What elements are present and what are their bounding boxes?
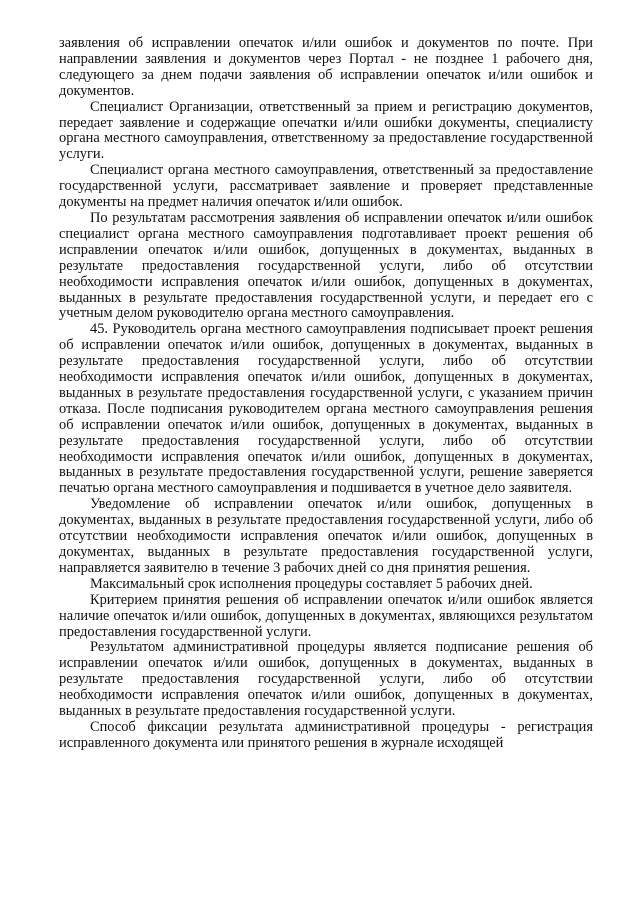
paragraph-2: Специалист Организации, ответственный за прием и регистрацию документов, передает заявление и содержащие опечатки и/или ошибки документы, специалисту органа местного самоуправления, ответственному за предоставление государственной услуги.	[59, 98, 593, 163]
paragraph-4: По результатам рассмотрения заявления об исправлении опечаток и/или ошибок специалист органа местного самоуправления подготавливает проект решения об исправлении опечаток и/или ошибок, допущенных в документах, выданных в результате предоставления государственной услуги, либо об отсутствии необходимости исправления опечаток и/или ошибок, допущенных в документах, выданных в результате предоставления государственной услуги, и передает его с учетным делом руководителю органа местного самоуправления.	[59, 209, 593, 322]
paragraph-10: Способ фиксации результата административной процедуры - регистрация исправленного документа или принятого решения в журнале исходящей	[59, 718, 593, 751]
paragraph-7: Максимальный срок исполнения процедуры составляет 5 рабочих дней.	[90, 575, 533, 592]
paragraph-8: Критерием принятия решения об исправлении опечаток и/или ошибок является наличие опечаток и/или ошибок, допущенных в документах, являющихся результатом предоставления государственной услуги.	[59, 591, 593, 640]
paragraph-1: заявления об исправлении опечаток и/или ошибок и документов по почте. При направлении заявления и документов через Портал - не позднее 1 рабочего дня, следующего за днем подачи заявления об исправлении опечаток и/или ошибок и документов.	[59, 35, 593, 99]
paragraph-3: Специалист органа местного самоуправления, ответственный за предоставление государственной услуги, рассматривает заявление и проверяет представленные документы на предмет наличия опечаток и/или ошибок.	[59, 162, 593, 211]
paragraph-5: 45. Руководитель органа местного самоуправления подписывает проект решения об исправлении опечаток и/или ошибок, допущенных в документах, выданных в результате предоставления государственной услуги, либо об отсутствии необходимости исправления опечаток и/или ошибок, допущенных в документах, выданных в результате предоставления государственной услуги, с указанием причин отказа. После подписания руководителем органа местного самоуправления решения об исправлении опечаток и/или ошибок, допущенных в документах, выданных в результате предоставления государственной услуги, либо об отсутствии необходимости исправления опечаток и/или ошибок, допущенных в документах, выданных в результате предоставления государственной услуги, решение заверяется печатью органа местного самоуправления и подшивается в учетное дело заявителя.	[59, 321, 593, 497]
paragraph-9: Результатом административной процедуры является подписание решения об исправлении опечаток и/или ошибок, допущенных в документах, выданных в результате предоставления государственной услуги, либо об отсутствии необходимости исправления опечаток и/или ошибок, допущенных в документах, выданных в результате предоставления государственной услуги.	[59, 639, 593, 720]
paragraph-6: Уведомление об исправлении опечаток и/или ошибок, допущенных в документах, выданных в результате предоставления государственной услуги, либо об отсутствии необходимости исправления опечаток и/или ошибок, допущенных в документах, выданных в результате предоставления государственной услуги, направляется заявителю в течение 3 рабочих дней со дня принятия решения.	[59, 496, 593, 576]
document-page	[59, 36, 593, 752]
